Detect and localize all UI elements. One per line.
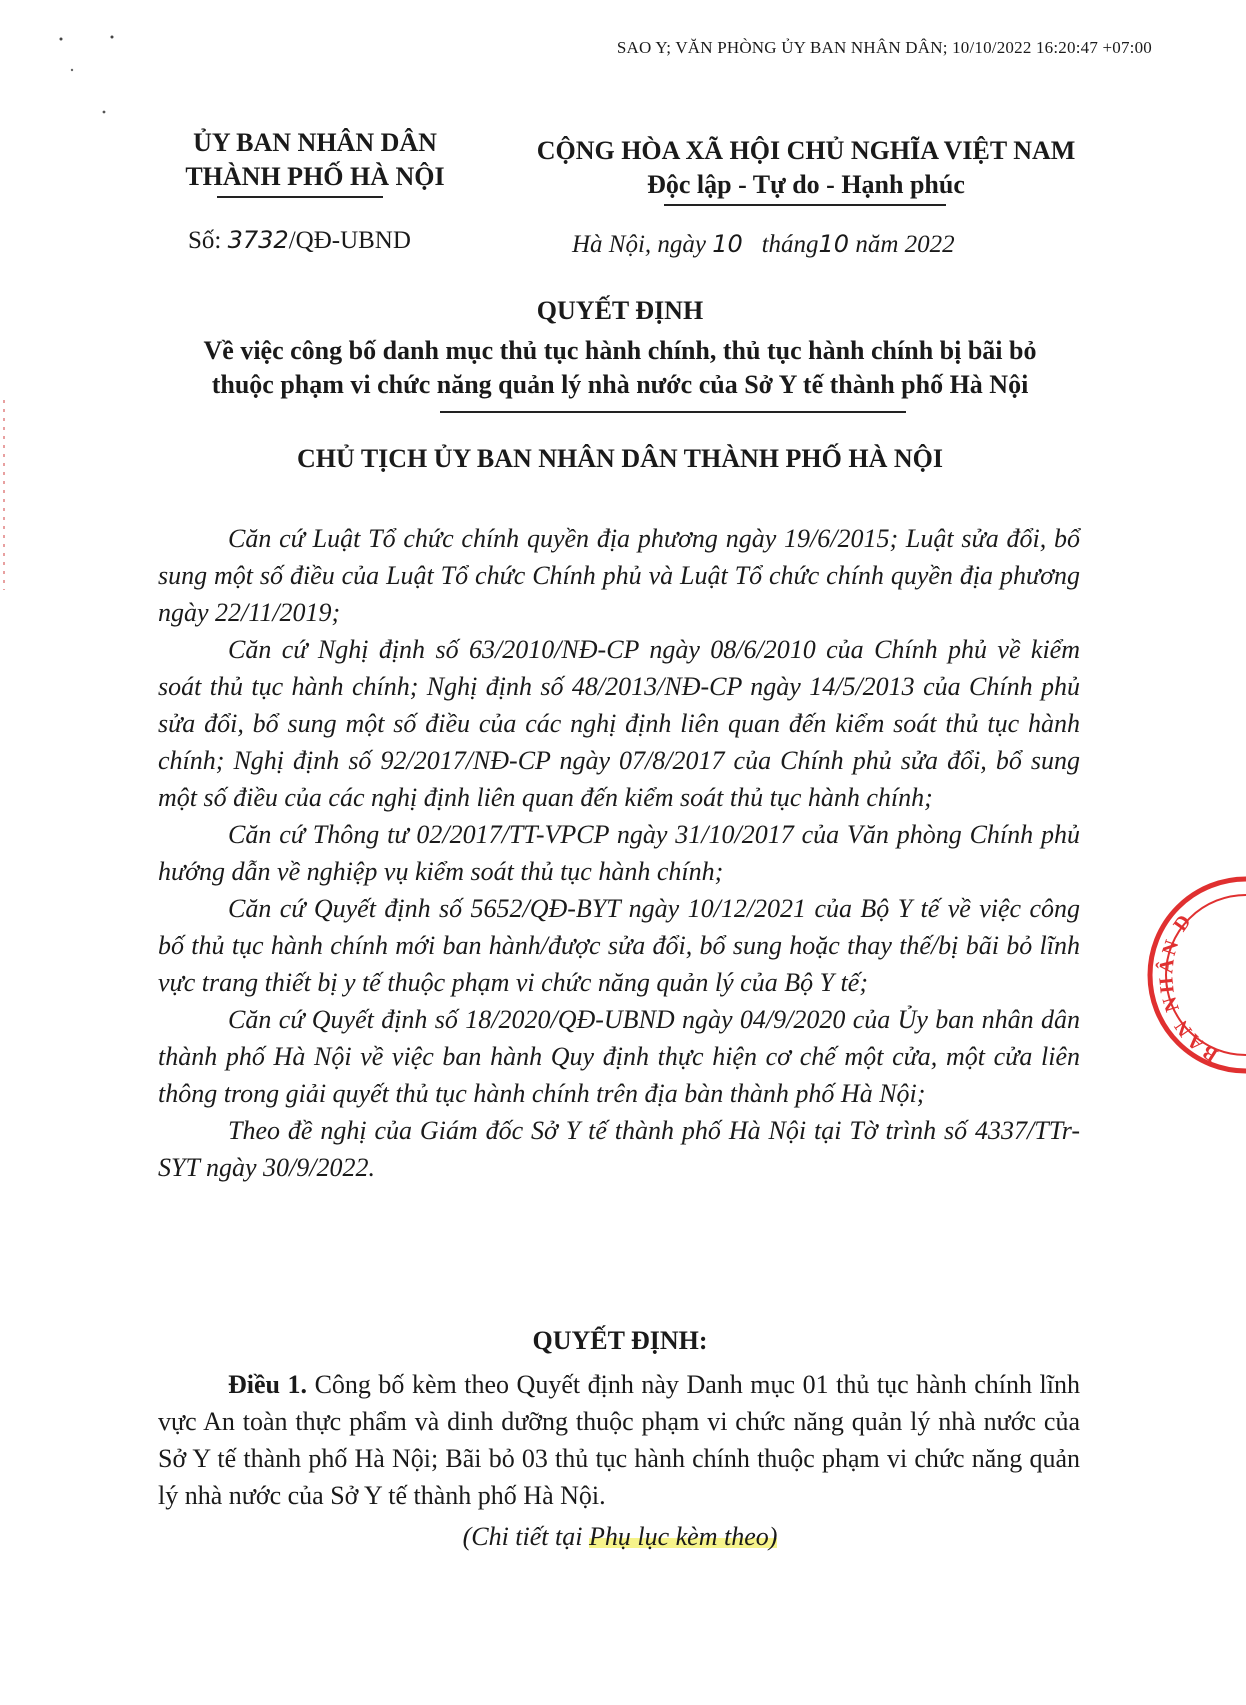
decision-title: QUYẾT ĐỊNH (536, 296, 704, 325)
date-month-label: tháng (761, 231, 819, 258)
note-prefix: (Chi tiết tại (462, 1522, 589, 1551)
digital-copy-stamp: SAO Y; VĂN PHÒNG ỦY BAN NHÂN DÂN; 10/10/2022 16:20:47 +07:00 (616, 38, 1152, 57)
number-handwritten: 3732 (227, 226, 289, 254)
legal-basis-item: Căn cứ Quyết định số 18/2020/QĐ-UBND ngày 04/9/2020 của Ủy ban nhân dân thành phố Hà Nội về việc ban hành Quy định thực hiện cơ chế một cửa, một cửa liên thông trong giải quyết thủ tục hành chính trên địa bàn thành phố Hà Nội; (158, 1005, 1080, 1108)
article-1 (158, 1366, 1080, 1514)
legal-basis (158, 520, 1080, 1186)
legal-basis-item: Theo đề nghị của Giám đốc Sở Y tế thành phố Hà Nội tại Tờ trình số 4337/TTr-SYT ngày 30/9/2022. (158, 1116, 1080, 1182)
article-1-label: Điều 1. (228, 1370, 308, 1399)
decision-subject (150, 334, 1090, 402)
legal-basis-item: Căn cứ Nghị định số 63/2010/NĐ-CP ngày 08/6/2010 của Chính phủ về kiểm soát thủ tục hành chính; Nghị định số 48/2013/NĐ-CP ngày 14/5/2013 của Chính phủ sửa đổi, bổ sung một số điều của các nghị định liên quan đến kiểm soát thủ tục hành chính; Nghị định số 92/2017/NĐ-CP ngày 07/8/2017 của Chính phủ sửa đổi, bổ sung một số điều của các nghị định liên quan đến kiểm soát thủ tục hành chính; (158, 635, 1080, 812)
nation-line-2: Độc lập - Tự do - Hạnh phúc (647, 170, 965, 199)
legal-basis-item: Căn cứ Luật Tổ chức chính quyền địa phương ngày 19/6/2015; Luật sửa đổi, bổ sung một số điều của Luật Tổ chức Chính phủ và Luật Tổ chức chính quyền địa phương ngày 22/11/2019; (158, 524, 1080, 627)
agency-underline (217, 196, 383, 198)
number-suffix: /QĐ-UBND (288, 227, 411, 254)
decision-heading: QUYẾT ĐỊNH: (532, 1326, 708, 1355)
subject-underline (440, 411, 906, 413)
subject-line-2: thuộc phạm vi chức năng quản lý nhà nước của Sở Y tế thành phố Hà Nội (211, 370, 1029, 399)
issuer-title: CHỦ TỊCH ỦY BAN NHÂN DÂN THÀNH PHỐ HÀ NỘI (297, 444, 943, 473)
document-number (188, 226, 411, 255)
nation-line-1: CỘNG HÒA XÃ HỘI CHỦ NGHĨA VIỆT NAM (536, 136, 1076, 165)
agency-line-2: THÀNH PHỐ HÀ NỘI (185, 162, 445, 191)
article-1-text: Công bố kèm theo Quyết định này Danh mục 01 thủ tục hành chính lĩnh vực An toàn thực phẩm và dinh dưỡng thuộc phạm vi chức năng quản lý nhà nước của Sở Y tế thành phố Hà Nội; Bãi bỏ 03 thủ tục hành chính thuộc phạm vi chức năng quản lý nhà nước của Sở Y tế thành phố Hà Nội. (158, 1370, 1080, 1510)
official-seal (1136, 870, 1246, 1080)
issuing-agency (160, 126, 470, 194)
legal-basis-item: Căn cứ Thông tư 02/2017/TT-VPCP ngày 31/10/2017 của Văn phòng Chính phủ hướng dẫn về nghiệp vụ kiểm soát thủ tục hành chính; (158, 820, 1080, 886)
agency-line-1: ỦY BAN NHÂN DÂN (193, 128, 437, 157)
number-prefix: Số: (188, 227, 228, 254)
motto-underline (664, 204, 946, 206)
article-1-paragraph (158, 1366, 1080, 1514)
legal-basis-item: Căn cứ Quyết định số 5652/QĐ-BYT ngày 10/12/2021 của Bộ Y tế về việc công bố thủ tục hành chính mới ban hành/được sửa đổi, bổ sung hoặc thay thế/bị bãi bỏ lĩnh vực trang thiết bị y tế thuộc phạm vi chức năng quản lý của Bộ Y tế; (158, 894, 1080, 997)
appendix-note (0, 1522, 1240, 1552)
svg-text:BAN NHÂN D: BAN NHÂN D (1155, 908, 1222, 1067)
date-month: 10 (818, 230, 850, 258)
date-prefix: Hà Nội, ngày (572, 231, 713, 258)
subject-line-1: Về việc công bố danh mục thủ tục hành chính, thủ tục hành chính bị bãi bỏ (203, 336, 1037, 365)
national-motto (496, 134, 1116, 202)
note-highlight: Phụ lục kèm theo) (588, 1522, 778, 1551)
place-and-date (572, 230, 955, 259)
date-year: năm 2022 (855, 231, 955, 258)
date-day: 10 (712, 230, 743, 258)
